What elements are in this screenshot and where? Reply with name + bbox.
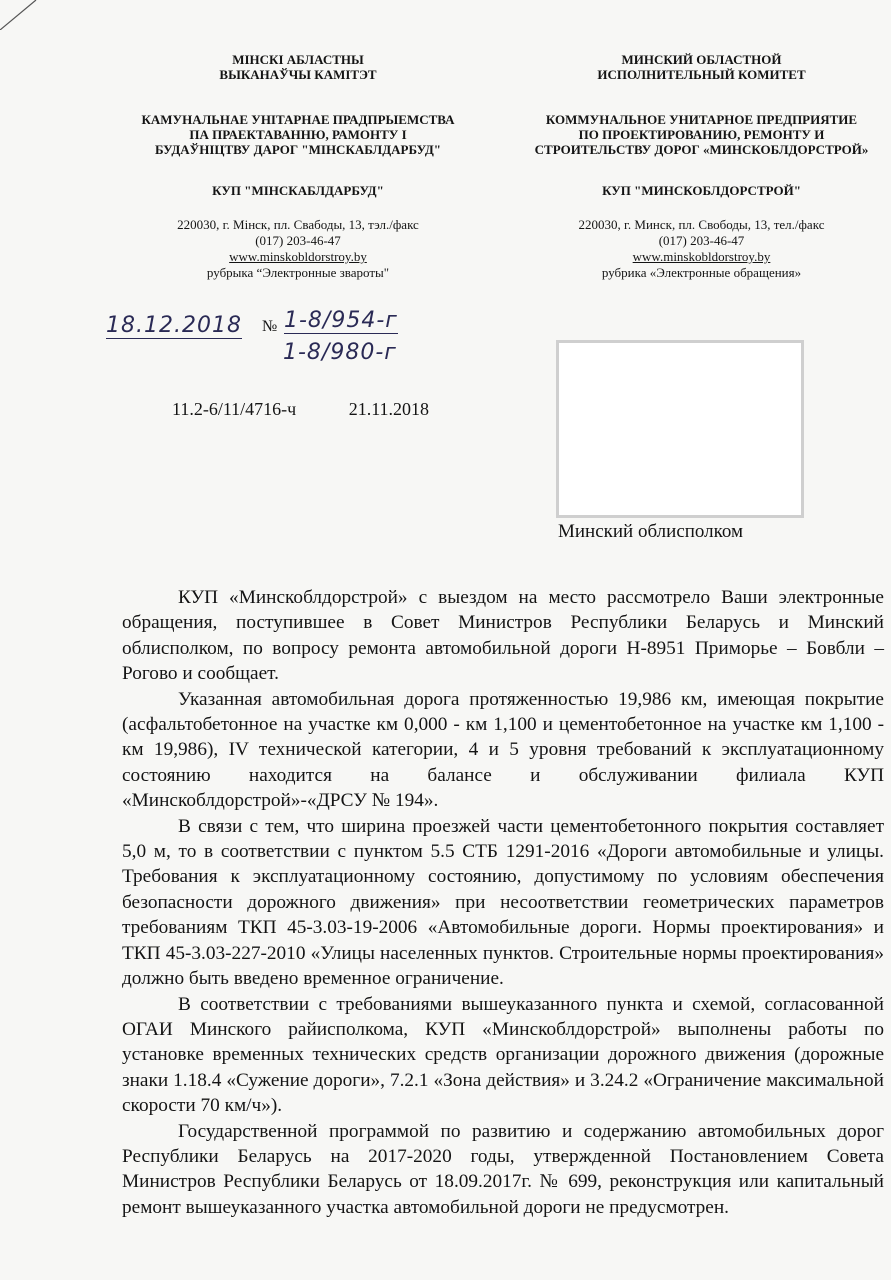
letter-body: [122, 585, 884, 1220]
paragraph: Государственной программой по развитию и содержанию автомобильных дорог Республики Беларусь на 2017-2020 годы, утвержденной Постановлением Совета Министров Республики Беларусь от 18.09.2017г. № 699, реконструкция или капитальный ремонт вышеуказанного участка автомобильной дороги не предусмотрен.: [122, 1120, 884, 1218]
enterprise-line: ПО ПРОЕКТИРОВАНИЮ, РЕМОНТУ И: [578, 127, 825, 142]
phone: (017) 203-46-47: [658, 233, 745, 248]
short-name: КУП "МИНСКОБЛДОРСТРОЙ": [602, 183, 801, 198]
org-line: ИСПОЛНИТЕЛЬНЫЙ КОМИТЕТ: [597, 67, 806, 82]
phone: (017) 203-46-47: [255, 233, 341, 248]
website-link[interactable]: www.minskobldorstroy.by: [632, 249, 771, 264]
addressee: Минский облисполком: [558, 521, 744, 542]
enterprise-line: БУДАЎНІЦТВУ ДАРОГ "МІНСКАБЛДАРБУД": [154, 142, 442, 157]
paragraph: В связи с тем, что ширина проезжей части цементобетонного покрытия составляет 5,0 м, то в соответствии с пунктом 5.5 СТБ 1291-2016 «Дороги автомобильные и улицы. Требования к эксплуатационному состоянию, допустимому по условиям обеспечения безопасности дорожного движения» при несоответствии геометрических параметров требованиям ТКП 45-3.03-19-2006 «Автомобильные дороги. Нормы проектирования» и ТКП 45-3.03-227-2010 «Улицы населенных пунктов. Строительные нормы проектирования» должно быть введено временное ограничение.: [122, 815, 884, 990]
paragraph: Указанная автомобильная дорога протяженностью 19,986 км, имеющая покрытие (асфальтобетонное на участке км 0,000 - км 1,100 и цементобетонное на участке км 1,100 - км 19,986), IV технической категории, 4 и 5 уровня требований к эксплуатационному состоянию находится на балансе и обслуживании филиала КУП «Минскоблдорстрой»-«ДРСУ № 194».: [122, 688, 884, 812]
enterprise-line: КОММУНАЛЬНОЕ УНИТАРНОЕ ПРЕДПРИЯТИЕ: [545, 112, 858, 127]
paragraph: КУП «Минскоблдорстрой» с выездом на место рассмотрело Ваши электронные обращения, поступившее в Совет Министров Республики Беларусь и Минский облисполком, по вопросу ремонта автомобильной дороги Н-8951 Приморье – Бовбли – Рогово и сообщает.: [122, 587, 884, 685]
reference-number: 11.2-6/11/4716-ч: [172, 399, 297, 419]
registration-number-2: 1-8/980-г: [283, 340, 397, 365]
registration-number: 1-8/954-г: [284, 308, 398, 333]
number-sign: №: [262, 318, 278, 335]
org-line: ВЫКАНАЎЧЫ КАМІТЭТ: [219, 67, 377, 82]
letterhead-belarusian: [108, 52, 488, 281]
rubric: рубрика «Электронные обращения»: [601, 265, 802, 280]
short-name: КУП "МІНСКАБЛДАРБУД": [212, 183, 384, 198]
org-line: МІНСКІ АБЛАСТНЫ: [232, 52, 364, 67]
letterhead-russian: [512, 52, 891, 281]
enterprise-line: СТРОИТЕЛЬСТВУ ДОРОГ «МИНСКОБЛДОРСТРОЙ»: [534, 142, 869, 157]
scan-corner-mark: [0, 0, 40, 30]
redacted-box: [556, 340, 804, 518]
enterprise-line: ПА ПРАЕКТАВАННЮ, РАМОНТУ І: [189, 127, 407, 142]
paragraph: В соответствии с требованиями вышеуказанного пункта и схемой, согласованной ОГАИ Минского райисполкома, КУП «Минскоблдорстрой» выполнены работы по установке временных технических средств организации дорожного движения (дорожные знаки 1.18.4 «Сужение дороги», 7.2.1 «Зона действия» и 3.24.2 «Ограничение максимальной скорости 70 км/ч»).: [122, 993, 884, 1117]
reference-date: 21.11.2018: [348, 399, 430, 419]
reference-line: [172, 399, 429, 420]
address: 220030, г. Минск, пл. Свободы, 13, тел./факс: [578, 217, 825, 232]
enterprise-line: КАМУНАЛЬНАЕ УНІТАРНАЕ ПРАДПРЫЕМСТВА: [141, 112, 455, 127]
address: 220030, г. Мінск, пл. Свабоды, 13, тэл./факс: [177, 217, 419, 232]
org-line: МИНСКИЙ ОБЛАСТНОЙ: [621, 52, 782, 67]
registration-date: 18.12.2018: [106, 313, 242, 338]
website-link[interactable]: www.minskobldorstroy.by: [229, 249, 367, 264]
rubric: рубрыка “Электронные звароты": [206, 265, 390, 280]
